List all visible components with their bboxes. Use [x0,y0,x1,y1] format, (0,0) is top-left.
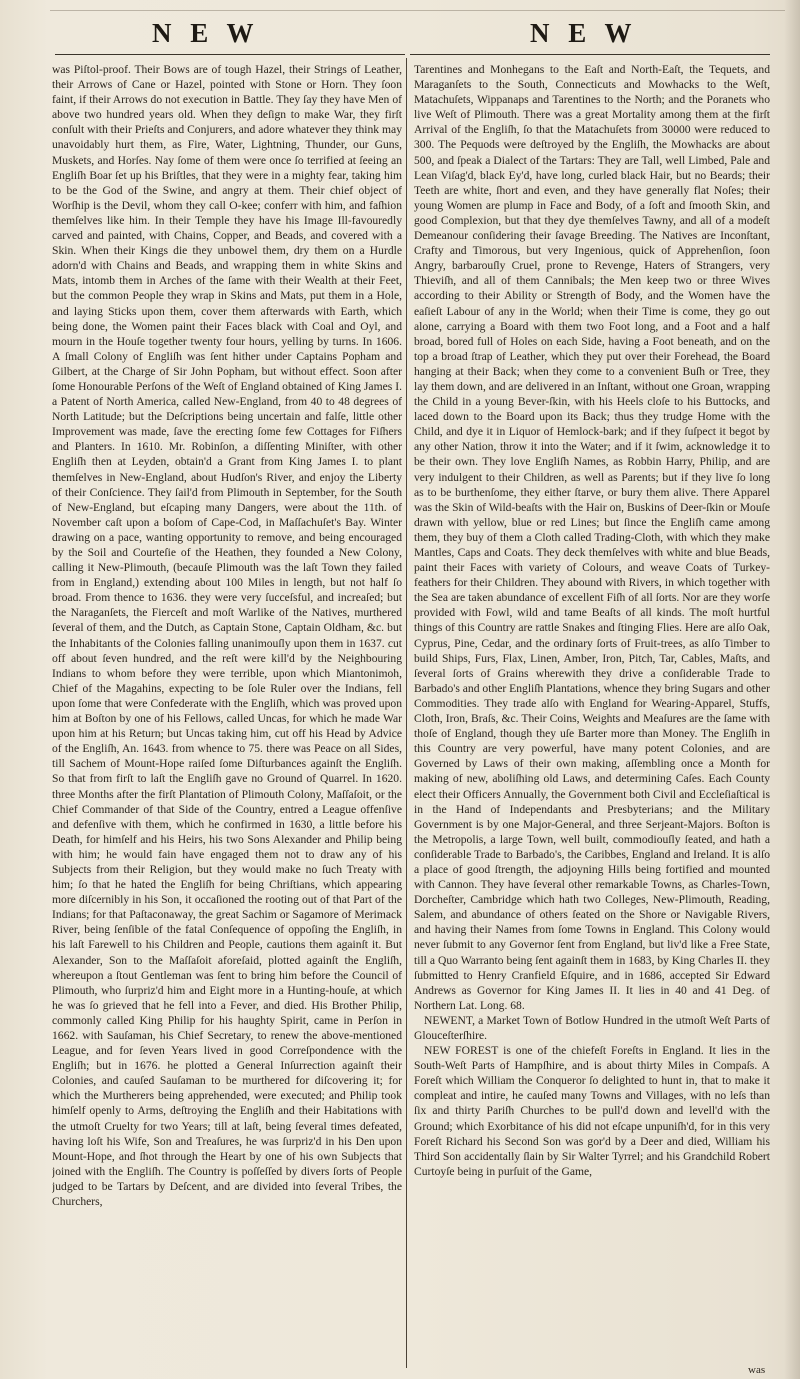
running-head-left: N E W [152,18,260,48]
right-column [414,62,770,1372]
right-column-paragraph-newent: NEWENT, a Market Town of Botlow Hundred in the utmoſt Weſt Parts of Glouceſterſhire. [414,1013,770,1042]
right-column-paragraph-new-forest: NEW FOREST is one of the chiefeſt Foreſts in England. It lies in the South-Weſt Parts of Hampſhire, and is about thirty Miles in Compaſs. A Foreſt which William the Conqueror ſo delighted to hunt in, that to make it compleat and intire, he cauſed many Towns and Villages, with no leſs than ſix and thirty Pariſh Churches to be pull'd down and levell'd with the Ground; which Exorbitance of his did not eſcape unpuniſh'd, for in this very Foreſt Richard his Second Son was gor'd by a Deer and died, William his Third Son accidentally ſlain by Sir Walter Tyrrel; and his Grandchild Robert Curtoyſe being in purſuit of the Game, [414,1044,770,1178]
left-column [52,62,402,1372]
header-rule-right [410,54,770,55]
column-divider [406,58,407,1368]
running-head-right: N E W [530,18,638,48]
top-rule [50,10,785,11]
page-edge-shadow [784,0,800,1379]
right-column-paragraph-1: Tarentines and Monhegans to the Eaſt and North-Eaſt, the Tequets, and Maraganſets to the South, Connecticuts and Mowhacks to the Weſt, Matachuſets, Wippanaps and Tarentines to the North; and the Poranets who live Weſt of Plimouth. There was a great Mortality among them at the firſt Arrival of the Engliſh, ſo that the Matachuſets from 30000 were reduced to 300. The Pequods were deſtroyed by the Engliſh, the Mowhacks are about 500, and ſpeak a Dialect of the Tartars: They are Tall, well Limbed, Pale and Lean Viſag'd, black Ey'd, have long, curled black Hair, but no Beards; their Teeth are white, ſhort and even, and they have generally flat Noſes; their young Women are plump in Face and Body, of a ſoft and ſmooth Skin, and good Complexion, but that they dye themſelves Tawny, and all of a modeſt Demeanour conſidering their ſavage Breeding. The Natives are Inconſtant, Crafty and Timorous, but very Ingenious, quick of Apprehenſion, ſoon Angry, barbarouſly Cruel, prone to Revenge, Haters of Strangers, very Thieviſh, and all of them Cannibals; the Men keep two or three Wives according to their Ability or Strength of Body, and the Women have the eaſieſt Labour of any in the World; when their Time is come, they go out alone, carrying a Board with them two Foot long, and a Foot and a half broad, bored full of Holes on each Side, having a Foot beneath, and on the top a broad ſtrap of Leather, which they put over their Forehead, the Board hanging at their Back; when they come to a convenient Buſh or Tree, they lay them down, and are delivered in an Inſtant, without one Groan, wrapping the Child in a young Bever-ſkin, with his Heels cloſe to his Buttocks, and laced down to the Board upon its Back; thus they trudge Home with the Child, and dye it in Liquor of Hemlock-bark; and if they ſuſpect it begot by any other Nation, throw it into the Water; and if it ſwim, acknowledge it to be their own. They love Engliſh Names, as Robbin Harry, Philip, and are very indulgent to their Children, as well as Parents; but if they live ſo long as to be burthenſome, they either ſtarve, or bury them alive. There Apparel was the Skin of Wild-beaſts with the Hair on, Buskins of Deer-ſkin or Mouſe drawn with yellow, blue or red Lines; but ſince the Engliſh came among them, they buy of them a Cloth called Trading-Cloth, with which they make Mantles, Caps and Coats. They deck themſelves with white and blue Beads, paint their Faces with variety of Colours, and weave Coats of Turkey-feathers for their Children. They abound with Rivers, in which together with the Sea are taken abundance of excellent Fiſh of all ſorts. Nor are they worſe provided with Fowl, wild and tame Beaſts of all kinds. The moſt hurtful things of this Country are rattle Snakes and ſtinging Flies. Here are alſo Oak, Cyprus, Pine, Cedar, and the ordinary ſorts of Fruit-trees, as alſo Timber to build Ships, Furs, Flax, Linen, Amber, Iron, Pitch, Tar, Cables, Maſts, and ſeveral ſorts of Grains wherewith they drive a conſiderable Trade to Barbado's and other Engliſh Plantations, whence they bring Sugars and other Commodities. They trade alſo with England for Wearing-Apparel, Stuffs, Cloth, Iron, Braſs, &c. Their Coins, Weights and Meaſures are the ſame with thoſe of England, though they uſe Barter more than Money. The Engliſh in this Country are very powerful, have many potent Colonies, and are Governed by Laws of their own making, aſſembling once a Month for making of new, aboliſhing old Laws, and determining Caſes. Each County elect their Officers Annually, the Government both Civil and Eccleſiaſtical is in the Hand of Independants and Presbyterians; and the Military Government is by one Major-General, and three Serjeant-Majors. Boſton is the Metropolis, a large Town, well built, commodiouſly ſeated, and hath a conſiderable Trade to Barbado's, the Caribbes, England and Ireland. It is alſo a place of good ſtrength, the adjoyning Hills being fortified and mounted with Cannon. They have ſeveral other remarkable Towns, as Charles-Town, Dorcheſter, Cambridge which hath two Colleges, New-Plimouth, Reading, Salem, and abundance of others ſeated on the Shore or Navigable Rivers, and having their Names from ſome Towns in England. This Colony would never ſubmit to any Governor ſent from England, but liv'd like a Free State, till a Quo Warranto being ſent againſt them in 1683, by King Charles II. they ſubmitted to Henry Cranfield Eſquire, and in 1686, accepted Sir Edward Andrews as Governor for King James II. It lies in 40 and 41 Deg. of Northern Lat. Long. 68. [414,63,770,1012]
left-column-paragraph: was Piſtol-proof. Their Bows are of tough Hazel, their Strings of Leather, their Arrows of Cane or Hazel, pointed with Stone or Horn. They ſoon faint, if their Arrows do not execution in Battle. They ſay they have Men of above two hundred years old. When they deſign to make War, they firſt conſult with their Prieſts and Conjurers, and adore whatever they think may unavoidably hurt them, as Fire, Water, Lightning, Thunder, our Guns, Muskets, and Horſes. Nay ſome of them were once ſo terrified at ſeeing an Engliſh Boar ſet up his Briſtles, that they were in a mighty fear, taking him to be the God of the Swine, and angry at them. Their chief object of Worſhip is the Devil, whom they call O-kee; conferr with him, and faſhion themſelves like him. In their Temple they have his Image Ill-favouredly carved and painted, with Chains, Copper, and Beads, and covered with a Skin. When their Kings die they unbowel them, dry them on a Hurdle adorn'd with Chains and Beads, and wrapping them in white Skins and Mats, intomb them in Arches of the ſame with their Wealth at their Feet, but the common People they wrap in Skins and Mats, put them in a Hole, and laying Sticks upon them, cover them afterwards with Earth, which being done, the Women paint their Faces black with Coal and Oyl, and mourn in the Houſe together twenty four hours, yelling by turns. In 1606. A ſmall Colony of Engliſh was ſent hither under Captains Popham and Gilbert, at the Charge of Sir John Popham, but without effect. Soon after ſome Honourable Perſons of the Weſt of England obtained of King James I. a Patent of North America, called New-England, from 40 to 48 degrees of North Latitude; but the Deſcriptions being uncertain and falſe, little other Improvement was made, ſave the erecting ſome few Cottages for Fiſhers and Planters. In 1610. Mr. Robinſon, a diſſenting Miniſter, with other Engliſh then at Leyden, obtain'd a Grant from King James I. to plant themſelves in New-England, about Hudſon's River, and enjoy the Liberty of their Conſcience. They ſail'd from Plimouth in September, for the South of New-England, but eſcaping many Dangers, were about the 11th. of November caſt upon a boſom of Cape-Cod, in Maſſachuſet's Bay. Winter drawing on a pace, wanting opportunity to remove, and being encouraged by the Soil and Courteſie of the Heathen, they founded a New Colony, calling it New-Plimouth, (becauſe Plimouth was the laſt Town they failed from in England,) extending about 100 Miles in length, but not half ſo broad. From thence to 1636. they were very ſucceſsful, and increaſed; but the Naraganſets, the Fierceſt and moſt Warlike of the Natives, murthered ſeveral of them, and the Dutch, as Captain Stone, Captain Oldham, &c. but the Inhabitants of the Colonies falling unanimouſly upon them in 1637. cut off about ſeven hundred, and the reſt were kill'd by the Neighbouring Indians to whom before they were terrible, upon which Miantonimoh, Chief of the Magahins, expecting to be ſole Ruler over the Indians, fell upon ſome that were Confederate with the Engliſh, which was proved upon him at Boſton by one of his Fellows, called Uncas, for which he made War upon him at his Return; but Uncas taking him, cut off his Head by Advice of the Engliſh, An. 1643. from whence to 75. there was Peace on all Sides, till Sachem of Mount-Hope raiſed ſome Diſturbances againſt the Engliſh. So that from firſt to laſt the Engliſh gave no Ground of Quarrel. In 1620. three Months after the firſt Plantation of Plimouth Colony, Maſſaſoit, or the Chief Commander of that Side of the Country, entred a League offenſive and defenſive with them, which he confirmed in 1630, a little before his Death, for himſelf and his Heirs, his two Sons Alexander and Philip being with him; he would fain have engaged them not to draw any of his Subjects from their Religion, but they would make no ſuch Treaty with him; ſo that he hated the Engliſh for being Chriſtians, which appearing more diſcernibly in his Son, it occaſioned the rooting out of that Part of the Indians; for that Paſtaconaway, the great Sachim or Sagamore of Merimack River, being ſenſible of the fatal Conſequence of oppoſing the Engliſh, in his laſt Farewell to his Children and People, cautions them againſt it. But Alexander, Son to the Maſſaſoit aforeſaid, plotted againſt the Engliſh, whereupon a ſtout Gentleman was ſent to bring him before the Council of Plimouth, who ſurpriz'd him and Eight more in a Hunting-houſe, at which he was ſo grieved that he fell into a Fever, and died. His Brother Philip, commonly called King Philip for his haughty Spirit, came in Perſon in 1662. with Sauſaman, his Chief Secretary, to renew the above-mentioned League, and for ſeven Years lived in good Correſpondence with the Engliſh; but in 1676. he plotted a General Inſurrection againſt their Colonies, and cauſed Sauſaman to be murthered for diſcovering it; for which the Murtherers being apprehended, were executed; and Philip took himſelf openly to Arms, deſtroying the Engliſh and their Habitations with the utmoſt Cruelty for two Years; till at laſt, being ſeveral times defeated, having loſt his Wife, Son and Treaſures, he was ſurpriz'd in his Den upon Mount-Hope, and ſhot through the Heart by one of his own Subjects that joined with the Engliſh. The Country is poſſeſſed by divers ſorts of People judged to be Tartars by Deſcent, and are divided into ſeveral Tribes, the Churchers, [52,63,402,1209]
header-rule-left [55,54,405,55]
catchword: was [748,1364,766,1376]
